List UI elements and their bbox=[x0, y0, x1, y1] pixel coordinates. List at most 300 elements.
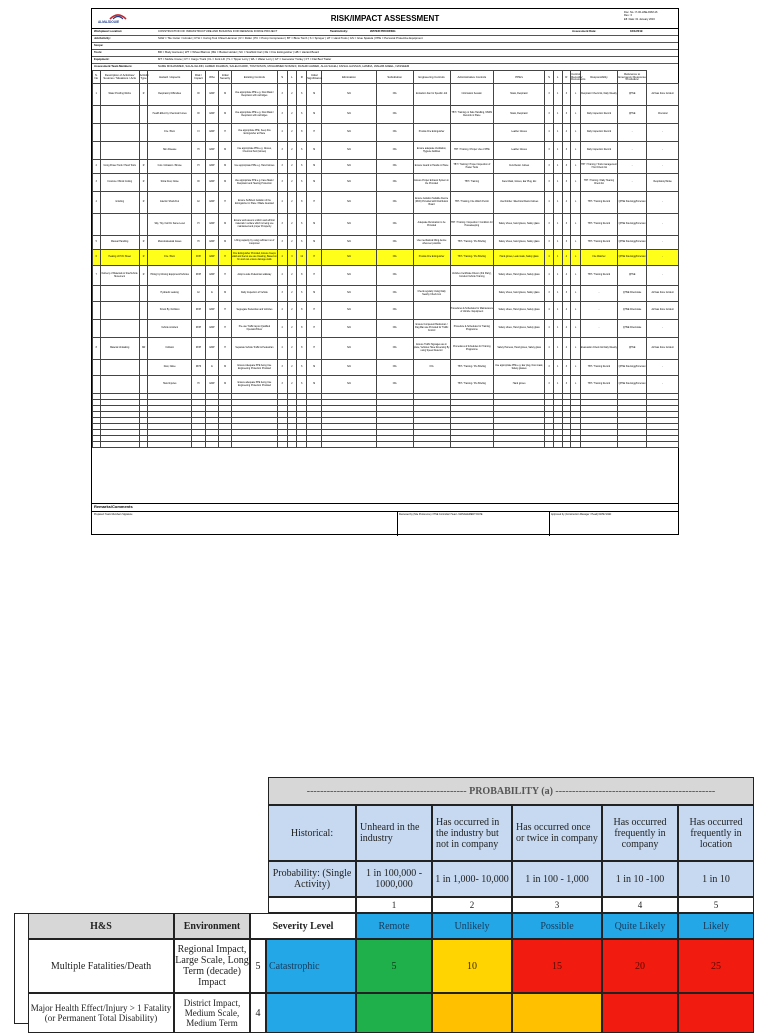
table-cell bbox=[413, 376, 450, 394]
table-cell: 1 bbox=[553, 360, 562, 376]
table-cell: 3 bbox=[277, 214, 287, 236]
table-cell bbox=[191, 442, 205, 448]
table-cell: 5 bbox=[93, 236, 101, 250]
table-cell: 2 bbox=[287, 338, 297, 360]
table-cell: N/A bbox=[376, 124, 413, 142]
table-cell bbox=[450, 442, 493, 448]
table-cell: Procedures & Schedules for Training Programme bbox=[450, 338, 493, 360]
table-cell bbox=[93, 214, 101, 236]
table-cell: N/A bbox=[322, 174, 376, 192]
table-cell: 8 bbox=[297, 124, 307, 142]
table-cell: Water Proofing Works bbox=[100, 84, 139, 106]
table-cell: TBT / Training / Proper Inspection of Power Tools bbox=[450, 160, 493, 174]
table-cell bbox=[93, 376, 101, 394]
table-cell: Safety Harness, Hand gloves, Safety glass bbox=[494, 338, 545, 360]
table-cell bbox=[100, 286, 139, 302]
table-cell bbox=[139, 124, 148, 142]
table-cell: 8 bbox=[297, 338, 307, 360]
table-cell: 7 bbox=[93, 266, 101, 286]
table-cell: - bbox=[617, 174, 646, 192]
table-cell: M bbox=[219, 214, 232, 236]
table-cell: EMP bbox=[206, 302, 219, 320]
table-cell: Evacuation Check list Daily Weekly bbox=[581, 338, 618, 360]
remarks-heading: Remarks/Comments bbox=[92, 503, 678, 509]
table-cell: N/A bbox=[413, 360, 450, 376]
team-label: Assessment Team Members: bbox=[94, 64, 133, 68]
table-cell: 3 bbox=[277, 106, 287, 124]
table-cell: Procedures & Schedules for Maintenance of Vehicle / Equipment bbox=[450, 302, 493, 320]
table-cell bbox=[93, 442, 101, 448]
table-cell: N/A bbox=[322, 236, 376, 250]
table-cell: 2 bbox=[287, 84, 297, 106]
table-cell: M bbox=[307, 214, 322, 236]
table-cell: 3 bbox=[545, 106, 554, 124]
table-cell: 3 bbox=[545, 360, 554, 376]
score-4x5 bbox=[678, 993, 754, 1033]
table-cell: Health Effect by Chemical Fumes bbox=[148, 106, 191, 124]
table-cell: TBT / Training / Pre Briefing bbox=[450, 360, 493, 376]
table-cell: 6 bbox=[297, 160, 307, 174]
table-cell: TBT / Training Record bbox=[581, 360, 618, 376]
table-cell: 1 bbox=[553, 286, 562, 302]
table-cell: N/A bbox=[376, 106, 413, 124]
table-cell: L bbox=[571, 302, 581, 320]
rank-4: 4 bbox=[602, 897, 678, 913]
table-cell: 4 bbox=[545, 302, 554, 320]
table-cell bbox=[287, 442, 297, 448]
footer-divider bbox=[549, 512, 550, 536]
table-cell: 4 bbox=[277, 302, 287, 320]
table-cell: 2 bbox=[287, 124, 297, 142]
table-cell: Daily Inspection Record bbox=[581, 124, 618, 142]
table-cell: 4 bbox=[277, 192, 287, 214]
table-cell: H bbox=[307, 124, 322, 142]
column-header: Who bbox=[206, 71, 219, 84]
table-cell: 1 bbox=[553, 142, 562, 160]
table-cell: Use appropriate PPE e.g. Gloves, Chemical Suit (Gloves) bbox=[232, 142, 278, 160]
table-cell: 1 bbox=[553, 106, 562, 124]
historical-1: Unheard in the industry bbox=[356, 805, 432, 861]
table-cell: L bbox=[571, 192, 581, 214]
table-cell: L bbox=[571, 84, 581, 106]
table-cell: R bbox=[139, 174, 148, 192]
table-cell: - bbox=[647, 214, 679, 236]
table-cell: EMP bbox=[206, 124, 219, 142]
column-header: S bbox=[277, 71, 287, 84]
table-cell: N/A bbox=[322, 160, 376, 174]
probability-5: 1 in 10 bbox=[678, 861, 754, 897]
table-cell: N/A bbox=[376, 338, 413, 360]
table-cell: 2 bbox=[287, 214, 297, 236]
table-cell: Safety shoes, Hand gloves, Safety glass bbox=[494, 302, 545, 320]
table-row bbox=[93, 142, 679, 160]
table-cell: 6 bbox=[297, 142, 307, 160]
table-cell: TBT / Training, Fire Watch Permit bbox=[450, 192, 493, 214]
table-cell: 2 bbox=[287, 360, 297, 376]
table-cell bbox=[297, 442, 307, 448]
table-cell: Use appropriate PPE e.g. Hand Gloves bbox=[232, 160, 278, 174]
table-cell: L bbox=[571, 124, 581, 142]
table-cell: EMP bbox=[206, 174, 219, 192]
location-value: CONSTRUCTION OF INFRASTRUCTURE AND BUILDING FOR DEFENCE FORCE PROJECT bbox=[158, 29, 278, 33]
table-cell: L bbox=[571, 236, 581, 250]
table-cell bbox=[139, 286, 148, 302]
table-cell: Use appropriate PPE e.g. Dust Mask / Respirator with cartridges bbox=[232, 84, 278, 106]
table-cell: 3 bbox=[277, 286, 287, 302]
table-header-row bbox=[93, 71, 679, 84]
table-cell: TBT / Training on Safe Handling, MSDS Records in Place bbox=[450, 106, 493, 124]
table-row bbox=[93, 360, 679, 376]
table-cell: 6 bbox=[297, 360, 307, 376]
table-cell: Skin Disease bbox=[148, 142, 191, 160]
table-cell: HI bbox=[191, 376, 205, 394]
table-cell: 3 bbox=[545, 214, 554, 236]
signature-footer bbox=[92, 511, 678, 536]
table-cell: - bbox=[581, 286, 618, 302]
table-row bbox=[93, 214, 679, 236]
table-cell: Collision bbox=[148, 338, 191, 360]
table-cell: N/A bbox=[376, 174, 413, 192]
score-4x3 bbox=[512, 993, 602, 1033]
table-cell bbox=[100, 106, 139, 124]
table-cell: Ensure work area is uniform and all floor materials / surface which is being use maintained and proper Prosperity bbox=[232, 214, 278, 236]
score-5x4: 20 bbox=[602, 939, 678, 993]
table-cell bbox=[232, 442, 278, 448]
table-cell: M bbox=[307, 106, 322, 124]
table-cell: M bbox=[219, 360, 232, 376]
rank-5: 5 bbox=[678, 897, 754, 913]
table-cell: 8 bbox=[297, 192, 307, 214]
table-cell: 3 bbox=[562, 106, 571, 124]
table-cell: 8 bbox=[93, 338, 101, 360]
table-cell bbox=[93, 320, 101, 338]
table-cell: Provide Fire Extinguisher bbox=[413, 124, 450, 142]
table-cell: 2 bbox=[287, 106, 297, 124]
table-cell: H bbox=[219, 320, 232, 338]
table-cell: Fire Extinguisher Provided, Ensure Keeps valid and fuel at use are Clearing, Based on bin and can ensure damage walls bbox=[232, 250, 278, 266]
table-cell: 6 bbox=[297, 84, 307, 106]
table-cell bbox=[376, 442, 413, 448]
table-cell bbox=[413, 266, 450, 286]
table-cell: TBT / Training Record bbox=[581, 376, 618, 394]
table-cell: Slip, Trip, Fall On Same Level bbox=[148, 214, 191, 236]
column-header: S bbox=[545, 71, 554, 84]
table-cell: Respirator Check list, Daily Weekly bbox=[581, 84, 618, 106]
table-cell: 3 bbox=[545, 376, 554, 394]
table-cell: N/A bbox=[376, 236, 413, 250]
historical-label: Historical: bbox=[268, 805, 356, 861]
table-cell: TBT / Training / Proper Use of PPE bbox=[450, 142, 493, 160]
table-cell: L bbox=[571, 286, 581, 302]
table-cell: M bbox=[307, 142, 322, 160]
probability-1: 1 in 100,000 - 1000,000 bbox=[356, 861, 432, 897]
table-cell: Adopt a safe Pedestrian walkway bbox=[232, 266, 278, 286]
table-cell: TBT / Training bbox=[450, 174, 493, 192]
table-cell: RI/HI bbox=[191, 360, 205, 376]
table-cell: Hand gloves, Leak mask, Safety glass bbox=[494, 250, 545, 266]
table-cell: - bbox=[581, 302, 618, 320]
table-cell: H bbox=[307, 192, 322, 214]
table-cell: E bbox=[206, 286, 219, 302]
table-cell: Cuts / Abrasion / Bruise bbox=[148, 160, 191, 174]
table-cell: N/A bbox=[376, 160, 413, 174]
table-cell bbox=[322, 442, 376, 448]
table-cell: Ensure adequate PPE being Use Engineering Protection Provided bbox=[232, 376, 278, 394]
job-activity-label: Job/Activity: bbox=[94, 36, 111, 40]
table-cell: 3 bbox=[562, 160, 571, 174]
table-cell: 2 bbox=[287, 286, 297, 302]
table-cell: Air/Gas Zone Incident bbox=[647, 302, 679, 320]
table-cell: M bbox=[307, 160, 322, 174]
table-cell: 6 bbox=[297, 106, 307, 124]
table-cell: 3 bbox=[545, 174, 554, 192]
table-cell: M bbox=[307, 360, 322, 376]
table-cell: Chemical bbox=[647, 106, 679, 124]
table-cell: Fire Watcher bbox=[581, 250, 618, 266]
table-cell: L bbox=[571, 214, 581, 236]
date-value: 16/1/2019 bbox=[630, 29, 643, 33]
table-cell: QHSE Site Engg/Foreman bbox=[617, 376, 646, 394]
table-cell: Delivery of Materials to Site/Vehicle Movement bbox=[100, 266, 139, 286]
table-cell: TBT / Training / Pre Briefing bbox=[450, 376, 493, 394]
table-cell: EMP bbox=[206, 236, 219, 250]
table-cell: 4 bbox=[562, 250, 571, 266]
table-cell: 4 bbox=[562, 338, 571, 360]
table-cell: RI/PI bbox=[191, 320, 205, 338]
table-cell: M bbox=[219, 286, 232, 302]
table-cell bbox=[647, 442, 679, 448]
table-cell: R bbox=[139, 236, 148, 250]
table-cell: H bbox=[307, 302, 322, 320]
table-cell: Manual Handling bbox=[100, 236, 139, 250]
doc-number: Doc. No.: P-00-HSE-FRM-16 bbox=[624, 11, 658, 14]
table-cell: Ensure Guard to Handle in Place bbox=[413, 160, 450, 174]
table-cell: EMP bbox=[206, 376, 219, 394]
table-cell: 4 bbox=[277, 338, 287, 360]
table-row bbox=[93, 250, 679, 266]
table-cell: - bbox=[617, 124, 646, 142]
table-cell: - bbox=[647, 250, 679, 266]
table-cell: 2 bbox=[287, 302, 297, 320]
table-cell: 3 bbox=[562, 360, 571, 376]
table-cell: TBT / Training Record bbox=[581, 236, 618, 250]
table-cell bbox=[93, 124, 101, 142]
table-cell: Air/Gas Zone Incident bbox=[647, 84, 679, 106]
column-header: S. No bbox=[93, 71, 101, 84]
table-cell: 3 bbox=[562, 376, 571, 394]
table-cell: PI bbox=[191, 160, 205, 174]
table-cell: QHSE bbox=[617, 84, 646, 106]
table-row bbox=[93, 236, 679, 250]
table-cell: Leather Gloves bbox=[494, 142, 545, 160]
job-activity-value: WATER PROOFING bbox=[370, 29, 396, 33]
tools-value: BR = Body Harness | WT = Wheel Barrow | BH = Bucket Holder | SC = Scaffold Cart | FE = Fire Extinguisher | HB = Hazard Board bbox=[158, 50, 319, 54]
table-cell: 3 bbox=[562, 84, 571, 106]
table-cell: 2 bbox=[287, 320, 297, 338]
table-cell: EMP bbox=[206, 214, 219, 236]
table-cell: 1 bbox=[553, 266, 562, 286]
table-cell: Silica Dust, Noise bbox=[148, 174, 191, 192]
table-cell: 2 bbox=[93, 160, 101, 174]
table-cell bbox=[93, 106, 101, 124]
table-cell bbox=[139, 106, 148, 124]
table-cell: N/A bbox=[322, 338, 376, 360]
table-cell: 4 bbox=[562, 320, 571, 338]
column-header: Control Records/ Documents bbox=[571, 71, 581, 84]
table-cell: 3 bbox=[545, 286, 554, 302]
score-5x1: 5 bbox=[356, 939, 432, 993]
table-cell: M bbox=[307, 286, 322, 302]
table-cell: EI bbox=[191, 286, 205, 302]
column-header: Initial Severity bbox=[219, 71, 232, 84]
table-cell: N/A bbox=[322, 214, 376, 236]
table-row bbox=[93, 266, 679, 286]
table-cell: L bbox=[571, 360, 581, 376]
table-cell bbox=[100, 124, 139, 142]
table-cell: H bbox=[219, 250, 232, 266]
table-cell bbox=[139, 302, 148, 320]
team-value: NAME MOHAMMED, SALAH ELDIN, AHMED RAHMAN, SALEH KADRI, TOM WISON, MOHAMMED NOMANI, RASHID AHMED, ALAA SALEH, FAISAL HASSAN, HAMDA, WAHAB ADEEL, NASSEEM bbox=[158, 64, 410, 68]
table-cell: RI/PI bbox=[191, 338, 205, 360]
table-cell: 4 bbox=[562, 266, 571, 286]
column-header: PPE's bbox=[494, 71, 545, 84]
table-cell: - bbox=[647, 192, 679, 214]
table-cell: - bbox=[647, 320, 679, 338]
table-cell: - bbox=[647, 360, 679, 376]
task-label: Task/Activity: bbox=[330, 29, 348, 33]
table-cell: Ensure Traffic Signages are in place, Vehicles Have Reversing By using Speed Detector bbox=[413, 338, 450, 360]
table-row bbox=[93, 106, 679, 124]
table-cell: Grinding bbox=[100, 192, 139, 214]
table-cell: - bbox=[647, 142, 679, 160]
table-cell: R bbox=[139, 84, 148, 106]
table-cell: M bbox=[219, 84, 232, 106]
table-row bbox=[93, 302, 679, 320]
table-cell: QHSE bbox=[617, 106, 646, 124]
table-cell: Struck By /Collision bbox=[148, 302, 191, 320]
table-cell: Ensure adequate Ventilation, Hygiene facilities bbox=[413, 142, 450, 160]
table-cell: N/A bbox=[322, 142, 376, 160]
table-cell: Respiratory/Noise bbox=[647, 174, 679, 192]
table-cell: H bbox=[219, 266, 232, 286]
table-row bbox=[93, 320, 679, 338]
likelihood-quite-likely: Quite Likely bbox=[602, 913, 678, 939]
table-cell: H bbox=[307, 338, 322, 360]
probability-label: Probability: (Single Activity) bbox=[268, 861, 356, 897]
table-cell: Face Mask, Gloves, Ear Plug, Etc bbox=[494, 174, 545, 192]
table-cell: Information Session bbox=[450, 84, 493, 106]
table-cell: 3 bbox=[545, 84, 554, 106]
table-cell: R bbox=[139, 250, 148, 266]
table-cell bbox=[139, 142, 148, 160]
table-cell: 3 bbox=[562, 236, 571, 250]
table-cell: TBT / Training / Daily Hearing Check list bbox=[581, 174, 618, 192]
table-cell: 2 bbox=[287, 376, 297, 394]
env-major: District Impact, Medium Scale, Medium Term bbox=[174, 993, 250, 1033]
table-cell: M bbox=[307, 84, 322, 106]
table-cell: TBT / Training / Tools management / Tool Check list bbox=[581, 160, 618, 174]
table-cell: EMP bbox=[206, 250, 219, 266]
table-cell: - bbox=[647, 266, 679, 286]
table-cell: 2 bbox=[287, 266, 297, 286]
table-cell: M bbox=[219, 160, 232, 174]
matrix-left-margin bbox=[14, 913, 28, 1024]
table-cell: Vehicles Certificate Drivers (3rd Party), Conduct Vehicle Training bbox=[450, 266, 493, 286]
table-cell: 3 bbox=[277, 376, 287, 394]
table-cell: 3 bbox=[562, 142, 571, 160]
form-title: RISK/IMPACT ASSESSMENT bbox=[330, 14, 440, 23]
table-cell: 8 bbox=[297, 266, 307, 286]
table-cell: EMP bbox=[206, 338, 219, 360]
table-cell: 1 bbox=[553, 192, 562, 214]
table-cell: N/A bbox=[322, 286, 376, 302]
table-cell: Air/Gas Zone Incident bbox=[647, 338, 679, 360]
table-cell bbox=[139, 360, 148, 376]
table-cell: H bbox=[219, 124, 232, 142]
empty-row bbox=[93, 442, 679, 448]
column-header: Initial Significance bbox=[307, 71, 322, 84]
table-cell: TBT / Training Record bbox=[581, 192, 618, 214]
table-cell: Daily Inspection of Vehicle bbox=[232, 286, 278, 302]
table-cell: 8 bbox=[297, 302, 307, 320]
table-cell: Air/Gas Zone Incident bbox=[647, 286, 679, 302]
column-header: R bbox=[297, 71, 307, 84]
table-cell: N/A bbox=[376, 376, 413, 394]
table-row bbox=[93, 286, 679, 302]
table-cell: 4 bbox=[545, 338, 554, 360]
table-cell bbox=[553, 442, 562, 448]
table-cell bbox=[93, 360, 101, 376]
col-hs: H&S bbox=[28, 913, 174, 939]
likelihood-unlikely: Unlikely bbox=[432, 913, 512, 939]
table-cell: - bbox=[647, 236, 679, 250]
table-cell: N/A bbox=[322, 266, 376, 286]
table-cell bbox=[450, 124, 493, 142]
table-cell bbox=[139, 442, 148, 448]
table-cell: FI bbox=[191, 124, 205, 142]
rank-1: 1 bbox=[356, 897, 432, 913]
table-cell bbox=[100, 214, 139, 236]
table-cell: M bbox=[219, 376, 232, 394]
table-cell: Concrete / Block Cutting bbox=[100, 174, 139, 192]
table-cell: Safety shoes, hand gloves, Safety glass bbox=[494, 286, 545, 302]
table-cell: EMP bbox=[206, 142, 219, 160]
column-header: Existing Controls bbox=[232, 71, 278, 84]
rank-spacer bbox=[268, 897, 356, 913]
table-cell: N/A bbox=[376, 320, 413, 338]
column-header: Description of Activities/ Sources / Situations / Acts bbox=[100, 71, 139, 84]
table-cell bbox=[617, 442, 646, 448]
table-cell: 3 bbox=[277, 160, 287, 174]
table-cell: Mask, Respirator bbox=[494, 84, 545, 106]
table-cell: R bbox=[139, 160, 148, 174]
table-cell: 2 bbox=[287, 192, 297, 214]
table-cell: - bbox=[581, 320, 618, 338]
table-cell: EMP bbox=[206, 160, 219, 174]
column-header: Risk / Impact bbox=[191, 71, 205, 84]
table-cell: EMP bbox=[206, 84, 219, 106]
table-cell bbox=[100, 376, 139, 394]
table-cell: Segregate Pedestrian and Vehicles bbox=[232, 302, 278, 320]
table-cell: Daily Inspection Record bbox=[581, 106, 618, 124]
table-cell bbox=[494, 442, 545, 448]
table-cell: Adequate Illumination to be Provided bbox=[413, 214, 450, 236]
historical-2: Has occurred in the industry but not in company bbox=[432, 805, 512, 861]
table-cell: 4 bbox=[93, 192, 101, 214]
table-cell: N/A bbox=[376, 360, 413, 376]
table-cell: 1 bbox=[553, 84, 562, 106]
table-cell: M bbox=[219, 236, 232, 250]
